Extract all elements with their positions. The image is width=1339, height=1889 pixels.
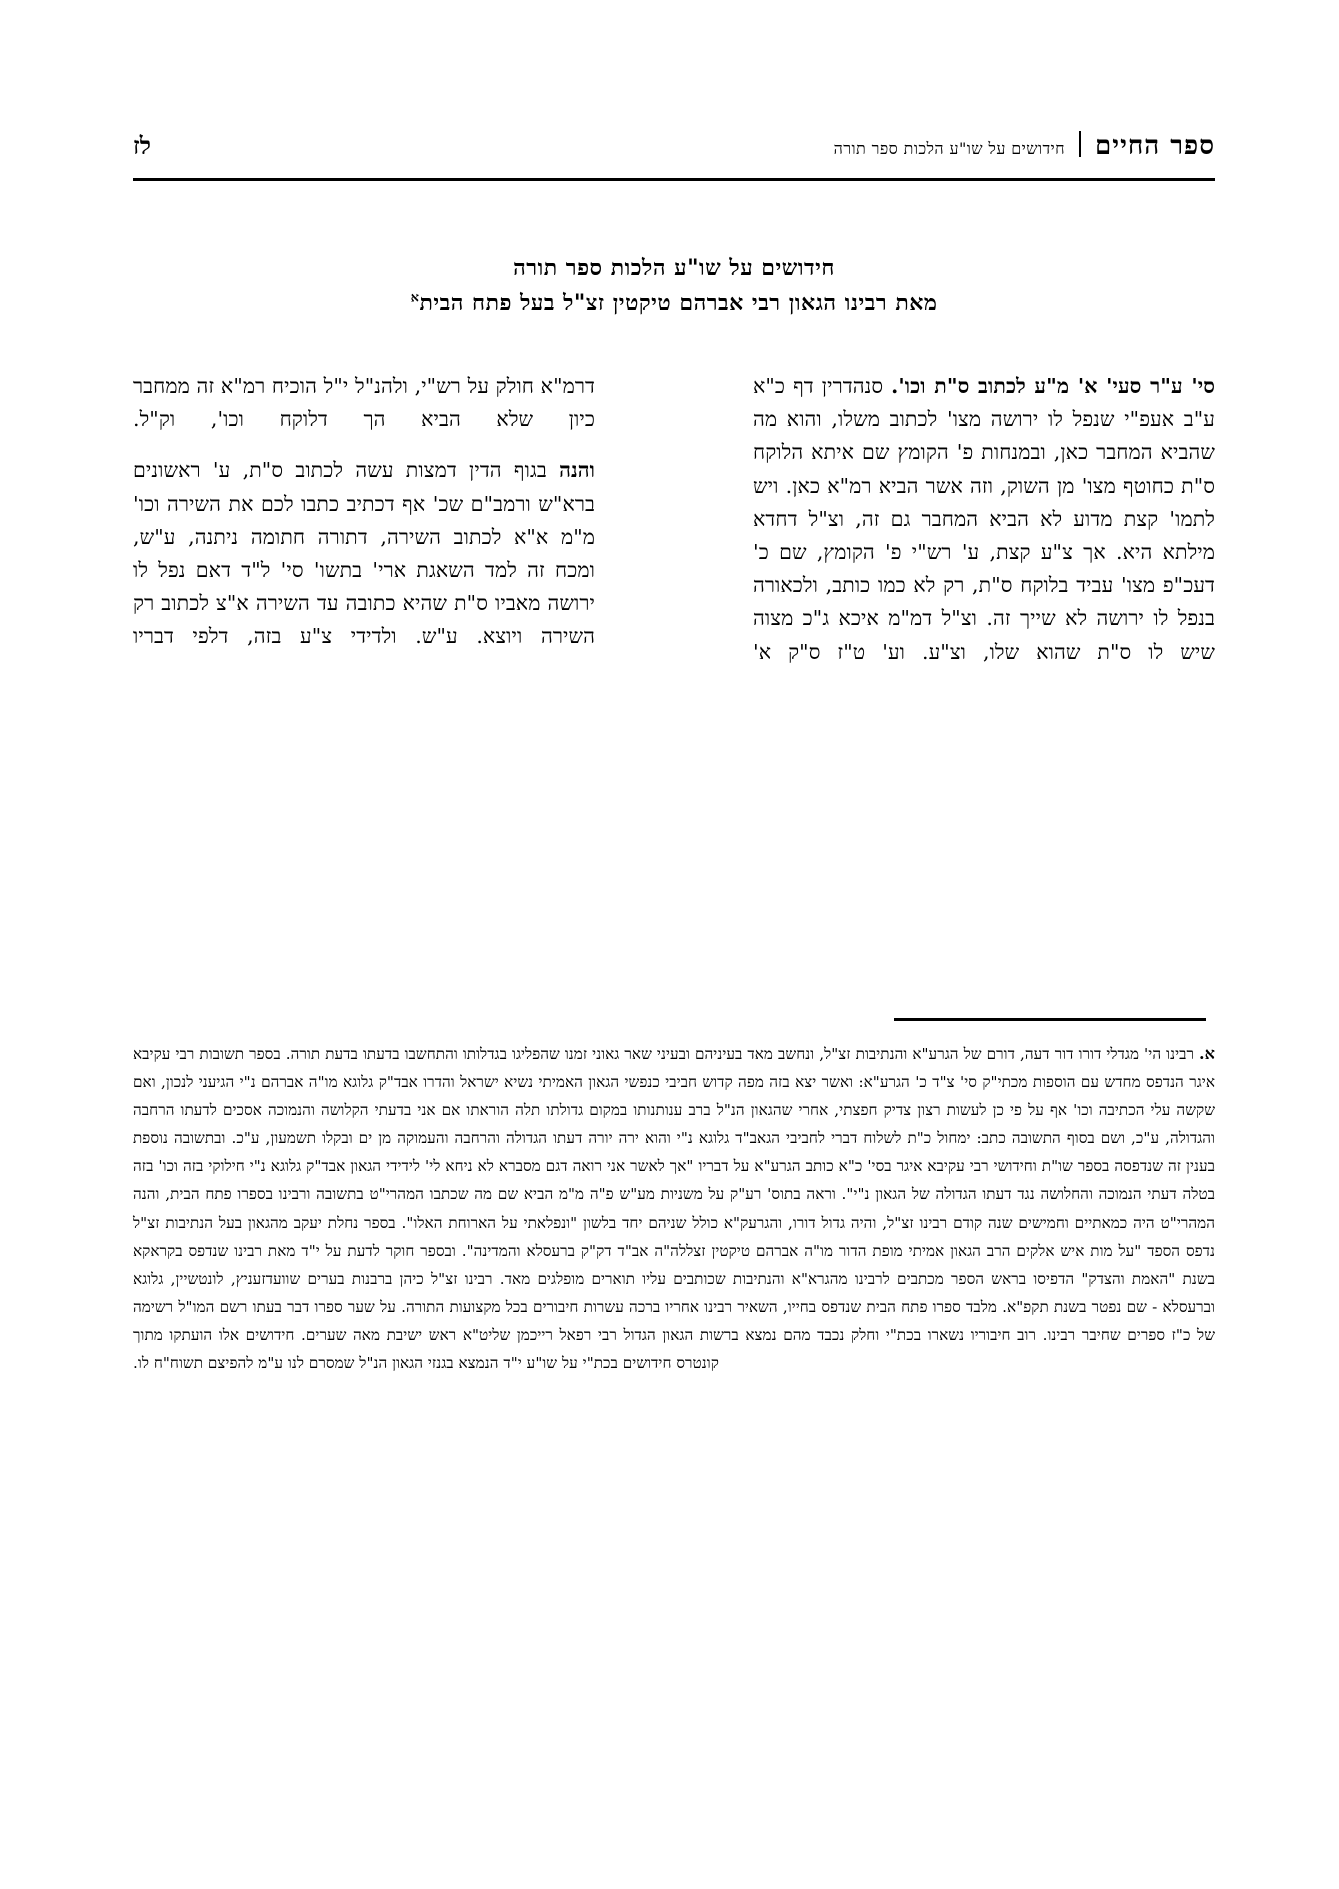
footnotes-section — [133, 1040, 1215, 1377]
book-title: ספר החיים — [1095, 131, 1215, 161]
paragraph-text: דרמ"א חולק על רש"י, ולהנ"ל י"ל הוכיח רמ"א זה ממחבר כיון שלא הביא הך דלוקח וכו', וק"ל. — [133, 374, 595, 432]
header-divider-rule — [1079, 131, 1081, 157]
paragraph — [753, 370, 1215, 669]
paragraph-lead: סי' ע"ר סעי' א' מ"ע לכתוב ס"ת וכו'. — [891, 374, 1215, 398]
title-footnote-reference: א — [410, 290, 420, 306]
footnote-separator-rule — [894, 1018, 1206, 1021]
document-title: חידושים על שו"ע הלכות ספר תורה — [513, 255, 835, 281]
document-subtitle-line — [133, 287, 1215, 320]
document-subtitle: מאת רבינו הגאון רבי אברהם טיקטין זצ"ל בעל פתח הבית — [419, 290, 938, 316]
paragraph-lead: והנה — [559, 458, 595, 483]
paragraph-text: סנהדרין דף כ"א ע"ב אעפ"י שנפל לו ירושה מצו' לכתוב משלו, והוא מה שהביא המחבר כאן, ובמנחות פ' הקומץ שם איתא הלוקח ס"ת כחוטף מצו' מן השוק, וזה אשר הביא רמ"א כאן. ויש לתמו' קצת מדוע לא הביא המחבר גם זה, וצ"ל דחדא מילתא היא. אך צ"ע קצת, ע' רש"י פ' הקומץ, שם כ' דעכ"פ מצו' עביד בלוקח ס"ת, רק לא כמו כותב, ולכאורה בנפל לו ירושה לא שייך זה. וצ"ל דמ"מ איכא ג"כ מצוה שיש לו ס"ת שהוא שלו, וצ"ע. וע' ט"ז ס"ק א' — [753, 374, 1215, 664]
header-horizontal-rule — [133, 178, 1215, 181]
header-title-group — [834, 128, 1215, 161]
footnote-item — [133, 1040, 1215, 1377]
footnote-text: רבינו הי' מגדלי דורו דור דעה, דורם של הגרע"א והנתיבות זצ"ל, ונחשב מאד בעיניהם ובעיני שאר גאוני זמנו שהפליגו בגדלותו והתחשבו בדעתו בדעת תורה. בספר תשובות רבי עקיבא איגר הנדפס מחדש עם הוספות מכתי"ק סי' צ"ד כ' הגרע"א: ואשר יצא בזה מפה קדוש חביבי כנפשי הגאון האמיתי נשיא ישראל והדרו אבד"ק גלוגא מו"ה אברהם נ"י הגיעני לנכון, ואם שקשה עלי הכתיבה וכו' אף על פי כן לעשות רצון צדיק חפצתי, אחרי שהגאון הנ"ל ברב ענותנותו במקום גדולתו תלה הוראתו אם אני בדעתי הקלושה והנמוכה אסכים לדעתו הרחבה והגדולה, ע"כ, ושם בסוף התשובה כתב: ימחול כ"ת לשלוח דברי לחביבי הגאב"ד גלוגא נ"י והוא ירה יורה דעתו הגדולה והרחבה והעמוקה מן ים ובקלו תשמעון, ע"כ. ובתשובה נוספת בענין זה שנדפסה בספר שו"ת וחידושי רבי עקיבא איגר בסי' כ"א כותב הגרע"א על דבריו "אך לאשר אני רואה דגם מסברא לא ניחא לי' לידידי הגאון אבד"ק גלוגא נ"י חילוקי בזה וכו' בזה בטלה דעתי הנמוכה והחלושה נגד דעתו הגדולה של הגאון נ"י". וראה בתוס' רע"ק על משניות מע"ש פ"ה מ"מ הביא שם מה שכתבו המהרי"ט בתשובה ורבינו בספרו פתח הבית, והנה המהרי"ט היה כמאתיים וחמישים שנה קודם רבינו זצ"ל, והיה גדול דורו, והגרעק"א כולל שניהם יחד בלשון "ונפלאתי על הארוחת האלו". בספר נחלת יעקב מהגאון בעל הנתיבות זצ"ל נדפס הספד "על מות איש אלקים הרב הגאון אמיתי מופת הדור מו"ה אברהם טיקטין זצללה"ה אב"ד דק"ק ברעסלא והמדינה". ובספר חוקר לדעת על י"ד מאת רבינו שנדפס בקראקא בשנת "האמת והצדק" הדפיסו בראש הספר מכתבים לרבינו מהגרא"א והנתיבות שכותבים עליו תוארים מופלגים מאד. רבינו זצ"ל כיהן ברבנות בערים שוועדזעניץ, לונטשיין, גלוגא וברעסלא - שם נפטר בשנת תקפ"א. מלבד ספרו פתח הבית שנדפס בחייו, השאיר רבינו אחריו ברכה עשרות חיבורים בכל מקצועות התורה. על שער ספרו דבר בעתו רשם המו"ל רשימה של כ"ז ספרים שחיבר רבינו. רוב חיבוריו נשארו בכת"י וחלק נכבד מהם נמצא ברשות הגאון הגדול רבי רפאל רייכמן שליט"א ראש ישיבת מאה שערים. חידושים אלו הועתקו מתוך קונטרס חידושים בכת"י על שו"ע י"ד הנמצא בגנזי הגאון הנ"ל שמסרם לנו ע"מ להפיצם תשוח"ח לו. — [133, 1045, 1215, 1373]
paragraph — [133, 454, 595, 653]
title-block — [133, 252, 1215, 320]
body-column-right — [753, 370, 1215, 810]
footnote-marker: א. — [1199, 1044, 1215, 1063]
page-number: לז — [133, 131, 151, 160]
header-subtitle: חידושים על שו"ע הלכות ספר תורה — [833, 139, 1066, 158]
paragraph — [133, 370, 595, 436]
body-column-left — [133, 370, 595, 810]
running-header — [133, 128, 1215, 161]
paragraph-text: בגוף הדין דמצות עשה לכתוב ס"ת, ע' ראשונים ברא"ש ורמב"ם שכ' אף דכתיב כתבו לכם את השירה וכו' מ"מ א"א לכתוב השירה, דתורה חתומה ניתנה, ע"ש, ומכח זה למד השאגת ארי' בתשו' סי' ל"ד דאם נפל לו ירושה מאביו ס"ת שהיא כתובה עד השירה א"צ לכתוב רק השירה ויוצא. ע"ש. ולדידי צ"ע בזה, דלפי דבריו — [133, 458, 595, 649]
body-columns — [133, 370, 1215, 810]
